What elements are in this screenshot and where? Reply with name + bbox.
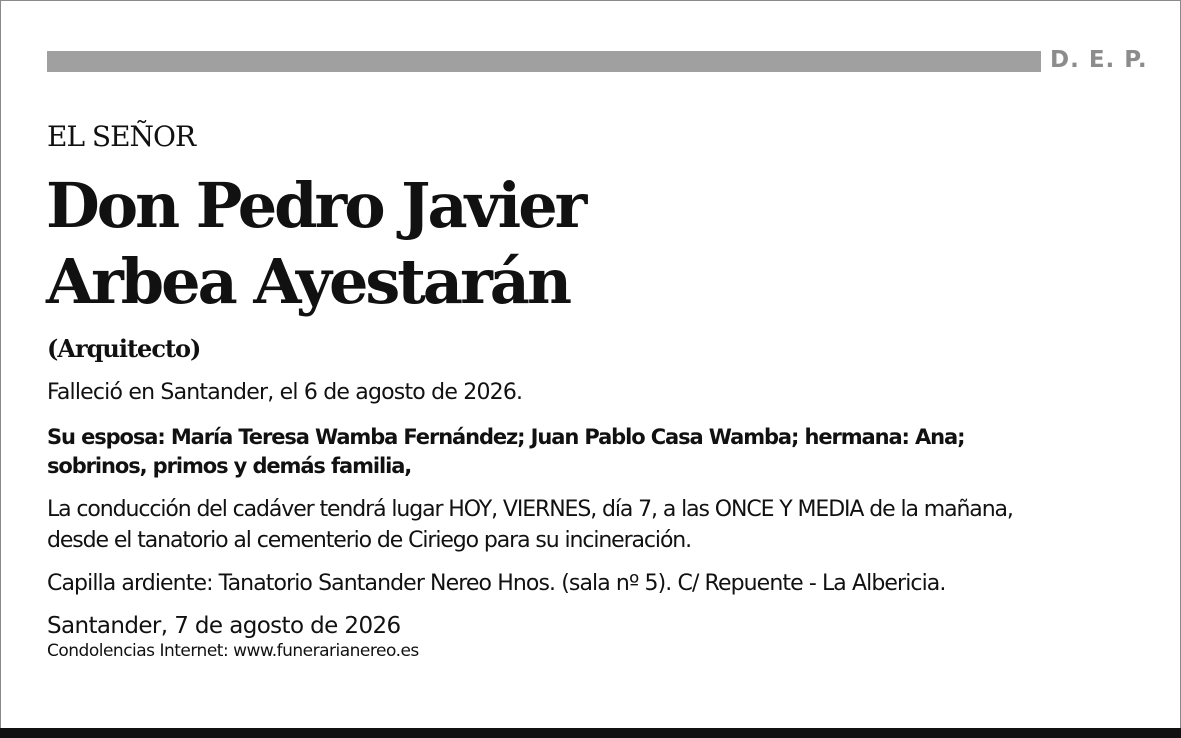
procession-info xyxy=(47,494,1013,556)
bottom-bar xyxy=(0,728,1181,738)
chapel-info: Capilla ardiente: Tanatorio Santander Nereo Hnos. (sala nº 5). C/ Repuente - La Albericia. xyxy=(47,571,946,596)
procession-line-2: desde el tanatorio al cementerio de Ciriego para su incineración. xyxy=(47,528,692,553)
family-line-1: Su esposa: María Teresa Wamba Fernández; Juan Pablo Casa Wamba; hermana: Ana; xyxy=(47,425,965,449)
procession-line-1: La conducción del cadáver tendrá lugar HOY, VIERNES, día 7, a las ONCE Y MEDIA de la mañana, xyxy=(47,497,1013,522)
family-line-2: sobrinos, primos y demás familia, xyxy=(47,454,412,478)
profession: (Arquitecto) xyxy=(47,334,201,363)
header-rule xyxy=(47,51,1041,72)
deceased-name xyxy=(46,168,584,320)
dep-label: D. E. P. xyxy=(1050,47,1148,73)
family-list xyxy=(47,423,964,481)
name-line-1: Don Pedro Javier xyxy=(46,169,585,242)
death-notice: Falleció en Santander, el 6 de agosto de 2026. xyxy=(47,380,523,405)
condolences-link: Condolencias Internet: www.funerarianereo.es xyxy=(47,641,419,661)
name-line-2: Arbea Ayestarán xyxy=(46,245,570,318)
salutation: EL SEÑOR xyxy=(47,120,196,153)
place-date: Santander, 7 de agosto de 2026 xyxy=(47,613,401,639)
